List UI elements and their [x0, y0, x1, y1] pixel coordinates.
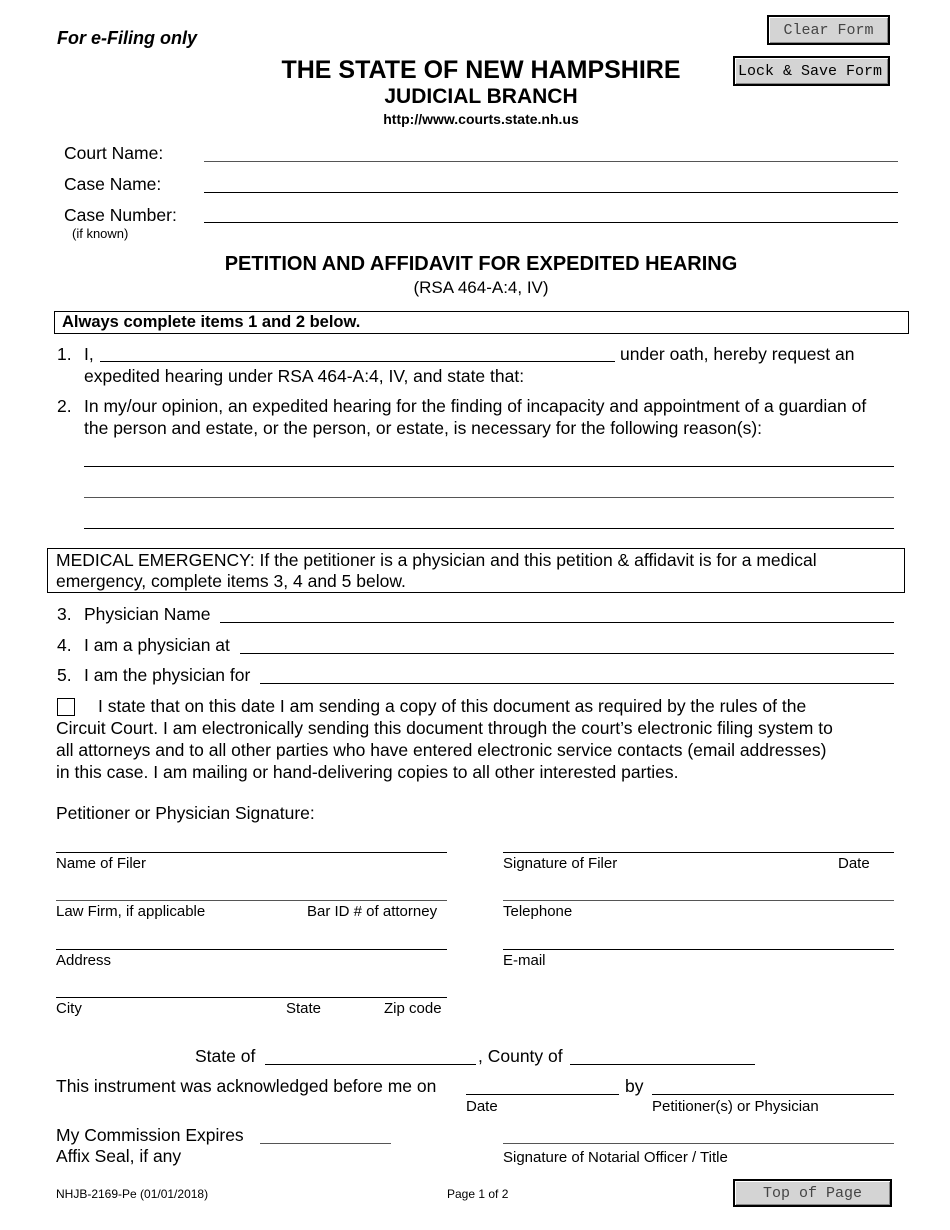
item1-number: 1. — [57, 344, 72, 364]
item5-label: I am the physician for — [84, 665, 251, 685]
city-label: City — [56, 1000, 82, 1017]
form-title: PETITION AND AFFIDAVIT FOR EXPEDITED HEARING — [224, 253, 738, 275]
reason-line-1[interactable] — [84, 466, 894, 467]
item4-label: I am a physician at — [84, 635, 230, 655]
name-of-filer-field[interactable] — [56, 852, 447, 853]
court-name-label: Court Name: — [64, 143, 164, 163]
acknowledged-date-field[interactable] — [466, 1094, 619, 1095]
telephone-field[interactable] — [503, 900, 894, 901]
reason-line-3[interactable] — [84, 528, 894, 529]
notary-signature-field[interactable] — [503, 1143, 894, 1144]
by-label: by — [625, 1076, 644, 1096]
county-of-label: , County of — [478, 1046, 563, 1066]
address-label: Address — [56, 952, 112, 969]
notary-county-field[interactable] — [570, 1064, 755, 1065]
item5-number: 5. — [57, 665, 72, 685]
address-field[interactable] — [56, 949, 447, 950]
physician-at-field[interactable] — [240, 653, 894, 654]
notary-signature-label: Signature of Notarial Officer / Title — [503, 1149, 728, 1166]
lock-save-form-button[interactable]: Lock & Save Form — [733, 56, 890, 86]
telephone-label: Telephone — [503, 903, 573, 920]
court-name-field[interactable] — [204, 161, 898, 162]
branch-title: JUDICIAL BRANCH — [384, 85, 578, 108]
affix-seal-label: Affix Seal, if any — [56, 1146, 182, 1166]
certification-line4: in this case. I am mailing or hand-delivering copies to all other interested parties. — [56, 762, 679, 782]
signature-of-filer-label: Signature of Filer — [503, 855, 618, 872]
certification-checkbox[interactable] — [57, 698, 75, 716]
reason-line-2[interactable] — [84, 497, 894, 498]
commission-expires-field[interactable] — [260, 1143, 391, 1144]
physician-name-field[interactable] — [220, 622, 894, 623]
case-name-field[interactable] — [204, 192, 898, 193]
medical-emergency-line1: MEDICAL EMERGENCY: If the petitioner is a physician and this petition & affidavit is for a medical — [56, 550, 817, 570]
acknowledged-label: This instrument was acknowledged before me on — [56, 1076, 437, 1096]
item3-label: Physician Name — [84, 604, 211, 624]
case-number-note: (if known) — [72, 226, 129, 241]
always-complete-instruction: Always complete items 1 and 2 below. — [62, 313, 361, 331]
efiling-note: For e-Filing only — [57, 28, 197, 48]
item2-line1: In my/our opinion, an expedited hearing for the finding of incapacity and appointment of a guardian of — [84, 396, 867, 416]
case-number-label: Case Number: — [64, 205, 177, 225]
notary-state-field[interactable] — [265, 1064, 476, 1065]
zip-label: Zip code — [384, 1000, 442, 1017]
email-field[interactable] — [503, 949, 894, 950]
state-label: State — [286, 1000, 322, 1017]
state-title: THE STATE OF NEW HAMPSHIRE — [281, 56, 681, 84]
email-label: E-mail — [503, 952, 546, 969]
item2-line2: the person and estate, or the person, or estate, is necessary for the following reason(s): — [84, 418, 763, 438]
item4-number: 4. — [57, 635, 72, 655]
medical-emergency-line2: emergency, complete items 3, 4 and 5 below. — [56, 571, 406, 591]
state-of-label: State of — [195, 1046, 256, 1066]
item3-number: 3. — [57, 604, 72, 624]
court-url: http://www.courts.state.nh.us — [383, 111, 579, 127]
form-statute: (RSA 464-A:4, IV) — [413, 278, 549, 297]
petitioner-physician-label: Petitioner(s) or Physician — [652, 1098, 819, 1115]
top-of-page-button[interactable]: Top of Page — [733, 1179, 892, 1207]
certification-line2: Circuit Court. I am electronically sending this document through the court’s electronic filing system to — [56, 718, 833, 738]
acknowledged-by-field[interactable] — [652, 1094, 894, 1095]
page-number: Page 1 of 2 — [447, 1187, 509, 1201]
item2-number: 2. — [57, 396, 72, 416]
commission-expires-label: My Commission Expires — [56, 1125, 244, 1145]
certification-line1: I state that on this date I am sending a copy of this document as required by the rules of the — [98, 696, 807, 716]
signature-heading: Petitioner or Physician Signature: — [56, 803, 315, 823]
item1-suffix: under oath, hereby request an — [620, 344, 855, 364]
city-state-zip-field[interactable] — [56, 997, 447, 998]
signature-of-filer-field[interactable] — [503, 852, 894, 853]
form-id: NHJB-2169-Pe (01/01/2018) — [56, 1187, 209, 1201]
law-firm-field[interactable] — [56, 900, 447, 901]
item1-prefix: I, — [84, 344, 94, 364]
case-number-field[interactable] — [204, 222, 898, 223]
physician-for-field[interactable] — [260, 683, 894, 684]
bar-id-label: Bar ID # of attorney — [307, 903, 438, 920]
petitioner-name-field[interactable] — [100, 361, 615, 362]
signature-date-label: Date — [838, 855, 870, 872]
acknowledged-date-label: Date — [466, 1098, 498, 1115]
clear-form-button[interactable]: Clear Form — [767, 15, 890, 45]
name-of-filer-label: Name of Filer — [56, 855, 147, 872]
certification-line3: all attorneys and to all other parties who have entered electronic service contacts (email addresses) — [56, 740, 827, 760]
law-firm-label: Law Firm, if applicable — [56, 903, 206, 920]
item1-line2: expedited hearing under RSA 464-A:4, IV, and state that: — [84, 366, 525, 386]
case-name-label: Case Name: — [64, 174, 162, 194]
